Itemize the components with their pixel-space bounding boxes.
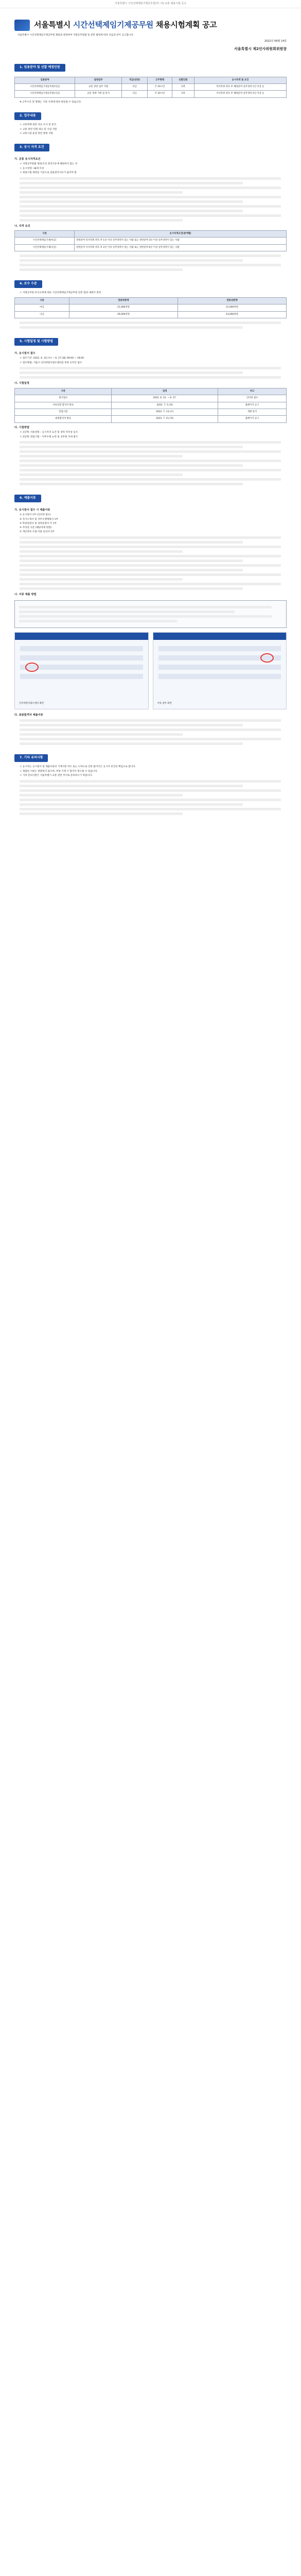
text-line [20, 555, 281, 557]
title-row [14, 20, 287, 31]
table-row: 최종합격자 발표 2022. 7. 21.(목) 홈페이지 공고 [15, 416, 287, 422]
document-content [0, 8, 301, 815]
topbar-title: 서울특별시 시간선택제임기제공무원(마. 다) 교통 채용시험 공고 [114, 2, 187, 5]
text-line [20, 728, 281, 731]
text-line [20, 219, 183, 222]
intro-text: 서울특별시 시간선택제임기제공무원 채용과 관련하여 지방공무원법 및 관련 법령에 따라 다음과 같이 공고합니다. [17, 34, 134, 37]
text-line [20, 455, 183, 457]
section-3-sub1: 가. 공통 응시자격요건 [14, 157, 41, 161]
schedule-table: 구분 일정 비고 원서접수 2022. 6. 22. ~ 6. 27. 인터넷 접수 서류전형 합격자 발표 2022. 7. 5.(화) 홈페이지 공고 면접시험 2022. 7. 13.(수) 개별 통지 최종합격자 발표 2022. 7. 21.(목) 홈페이지 공고 [14, 388, 287, 423]
text-line [20, 376, 281, 379]
recruitment-table: 임용분야 담당업무 직급(상당) 근무형태 선발인원 응시자격 및 요건 시간선택제임기제공무원(마급) 교통 관련 업무 지원 마급 주 20시간 1명 학사학위 취득 후 해당분야 실무경력 1년 이상 등 시간선택제임기제공무원(다급) 교통 정책 기획 및 분석 다급 주 20시간 1명 석사학위 취득 후 해당분야 실무경력 2년 이상 등 [14, 77, 287, 98]
notice-date: 2022년 06월 14일 [264, 39, 287, 43]
list-item: ① 응시원서 1부 (인터넷 접수) [20, 514, 51, 517]
table-row: 원서접수 2022. 6. 22. ~ 6. 27. 인터넷 접수 [15, 395, 287, 402]
list-item: ㅇ 최종시험 예정일 기준으로 임용결격사유가 없어야 함 [20, 171, 77, 174]
text-line [20, 464, 243, 467]
list-item: ③ 학위증명서 및 경력증명서 각 1부 [20, 522, 57, 525]
table-row: 면접시험 2022. 7. 13.(수) 개별 통지 [15, 409, 287, 416]
table-row: 시간선택제임기제공무원(다급) 교통 정책 기획 및 분석 다급 주 20시간 1명 석사학위 취득 후 해당분야 실무경력 2년 이상 등 [15, 91, 287, 97]
page-title: 서울특별시 시간선택제임기제공무원 채용시험계획 공고 [34, 20, 217, 30]
section-5-sub2: 나. 시험일정 [14, 382, 29, 385]
text-line [20, 550, 183, 553]
section-6-sub3: 다. 최종합격자 제출서류 [14, 713, 43, 717]
text-line [20, 187, 281, 189]
list-item: ㅇ 2단계: 면접시험 – 직무수행 능력 및 공무원 자세 평가 [20, 435, 78, 438]
screenshot-right [153, 632, 287, 709]
list-item: ㅇ 지방공무원법 제31조의 결격사유에 해당하지 않는 자 [20, 163, 78, 166]
submission-note-box [14, 600, 287, 628]
text-line [20, 441, 281, 444]
list-item: ㅇ 응시연령: 18세 이상 [20, 167, 44, 170]
highlight-circle-icon [260, 653, 274, 663]
text-line [20, 789, 281, 792]
section-4-heading: 4. 보수 수준 [14, 280, 42, 288]
table-row: 다급 29,000천원 43,000천원 [15, 311, 287, 318]
text-line [20, 264, 281, 266]
text-line [20, 785, 243, 787]
text-line [20, 255, 281, 257]
text-line [20, 780, 281, 783]
list-item: ㅇ 교통시설 운영 관련 행정 지원 [20, 132, 53, 135]
text-line [20, 483, 243, 485]
text-line [20, 738, 281, 740]
text-line [20, 560, 243, 562]
text-line [19, 620, 177, 622]
table-row: 시간선택제임기제(다급) 관련분야 석사학위 취득 후 2년 이상 실무경력이 있는 사람 또는 관련분야 6년 이상 실무경력이 있는 사람 [15, 244, 287, 251]
text-line [20, 724, 243, 726]
table-row: 마급 21,000천원 31,000천원 [15, 304, 287, 311]
list-item: ㅇ 교통정책 관련 자료 조사 및 분석 [20, 124, 56, 127]
text-line [19, 606, 272, 608]
text-line [20, 473, 183, 476]
text-line [20, 259, 243, 262]
text-line [20, 450, 281, 453]
text-line [20, 733, 183, 736]
screenshot-header [153, 633, 287, 640]
text-line [20, 177, 281, 180]
table-row: 시간선택제임기제(마급) 관련분야 학사학위 취득 후 1년 이상 실무경력이 있는 사람 또는 관련분야 3년 이상 실무경력이 있는 사람 [15, 238, 287, 244]
section-1-heading: 1. 임용분야 및 선발 예정인원 [14, 64, 65, 72]
section-6-sub1: 가. 응시원서 접수 시 제출서류 [14, 508, 50, 512]
section-6-heading: 6. 제출서류 [14, 495, 41, 502]
text-line [19, 615, 272, 618]
text-line [20, 460, 281, 462]
list-item: ㅇ 응시자는 응시원서 및 제출서류의 기재사항 착오 또는 누락으로 인한 불이익은 응시자 본인의 책임으로 합니다. [20, 766, 136, 769]
text-line [20, 205, 281, 208]
text-line [20, 446, 243, 448]
text-line [20, 478, 281, 481]
table-row: 시간선택제임기제공무원(마급) 교통 관련 업무 지원 마급 주 20시간 1명 학사학위 취득 후 해당분야 실무경력 1년 이상 등 [15, 84, 287, 91]
list-item: ④ 자격증 사본 (해당자에 한함) [20, 527, 52, 530]
table-row: 서류전형 합격자 발표 2022. 7. 5.(화) 홈페이지 공고 [15, 402, 287, 409]
text-line [20, 583, 281, 585]
text-line [20, 812, 183, 815]
screenshot-caption: 인터넷원서접수센터 화면 [19, 702, 44, 705]
text-line [20, 182, 243, 184]
text-line [20, 587, 243, 590]
text-line [20, 210, 243, 212]
screenshot-examples [14, 632, 287, 709]
list-item: ② 자기소개서 및 직무수행계획서 1부 [20, 518, 59, 521]
text-line [20, 196, 281, 198]
highlight-circle-icon [25, 663, 39, 672]
list-item: ㅇ 기타 문의사항은 서울특별시 교통 관련 부서로 문의하시기 바랍니다. [20, 774, 93, 777]
text-line [20, 808, 281, 810]
section-5-sub3: 다. 시험방법 [14, 426, 29, 429]
text-line [20, 371, 243, 374]
section-6-sub2: 나. 서류 제출 방법 [14, 593, 37, 597]
section-3-heading: 3. 응시 자격 요건 [14, 144, 49, 151]
text-line [20, 541, 243, 544]
section-5-heading: 5. 시험일정 및 시험방법 [14, 338, 58, 346]
text-line [20, 573, 281, 576]
text-line [20, 578, 183, 581]
screenshot-caption: 서류 첨부 화면 [157, 702, 172, 705]
list-item: ㅇ 1단계: 서류전형 – 응시자격 요건 및 경력 적격성 심사 [20, 431, 78, 434]
screenshot-left [14, 632, 149, 709]
text-line [20, 803, 243, 806]
text-line [20, 719, 281, 722]
text-line [19, 611, 235, 613]
text-line [20, 200, 243, 203]
text-line [20, 564, 281, 567]
qualification-table: 구분 응시자격요건(분야별) 시간선택제임기제(마급) 관련분야 학사학위 취득 후 1년 이상 실무경력이 있는 사람 또는 관련분야 3년 이상 실무경력이 있는 사람 시간선택제임기제(다급) 관련분야 석사학위 취득 후 2년 이상 실무경력이 있는 사람 또는 관련분야 6년 이상 실무경력이 있는 사람 [14, 230, 287, 251]
section-5-sub1: 가. 응시원서 접수 [14, 351, 36, 355]
text-line [20, 794, 183, 796]
list-item: ㅇ 접수기간: 2022. 6. 22.(수) ~ 6. 27.(월) 09:00 ~ 18:00 [20, 357, 84, 360]
text-line [20, 799, 281, 801]
list-item: ⑤ 개인정보 수집·이용 동의서 1부 [20, 531, 55, 534]
list-item: ㅇ 교통 관련 민원 대응 및 사업 지원 [20, 128, 57, 131]
text-line [20, 536, 281, 539]
text-line [20, 469, 281, 471]
section-2-heading: 2. 업무내용 [14, 112, 41, 120]
text-line [20, 326, 243, 329]
text-line [20, 214, 281, 217]
text-line [20, 321, 281, 324]
issuing-org: 서울특별시 제2인사위원회위원장 [234, 46, 287, 51]
section-1-note: ※ 근무시간 및 형태는 기관 사정에 따라 변동될 수 있습니다. [20, 100, 82, 104]
screenshot-header [15, 633, 148, 640]
section-7-heading: 7. 기타 유의사항 [14, 754, 48, 762]
text-line [20, 191, 183, 194]
salary-text: ㅇ 지방공무원 보수규정에 따른 시간선택제임기제공무원 연봉 범위 내에서 결정 [20, 292, 101, 295]
list-item: ㅇ 제출된 서류는 반환하지 않으며, 허위 기재 시 합격이 취소될 수 있습니다. [20, 770, 98, 773]
section-3-sub2: 나. 자격 요건 [14, 224, 30, 228]
text-line [20, 268, 183, 271]
text-line [20, 546, 281, 548]
seoul-logo-icon [14, 20, 30, 31]
salary-table: 구분 연봉하한액 연봉상한액 마급 21,000천원 31,000천원 다급 29,000천원 43,000천원 [14, 297, 287, 318]
list-item: ㅇ 접수방법: 서울시 인터넷원서접수센터를 통한 온라인 접수 [20, 361, 82, 364]
text-line [20, 367, 281, 369]
text-line [20, 742, 243, 745]
topbar [0, 0, 301, 8]
text-line [20, 569, 243, 571]
